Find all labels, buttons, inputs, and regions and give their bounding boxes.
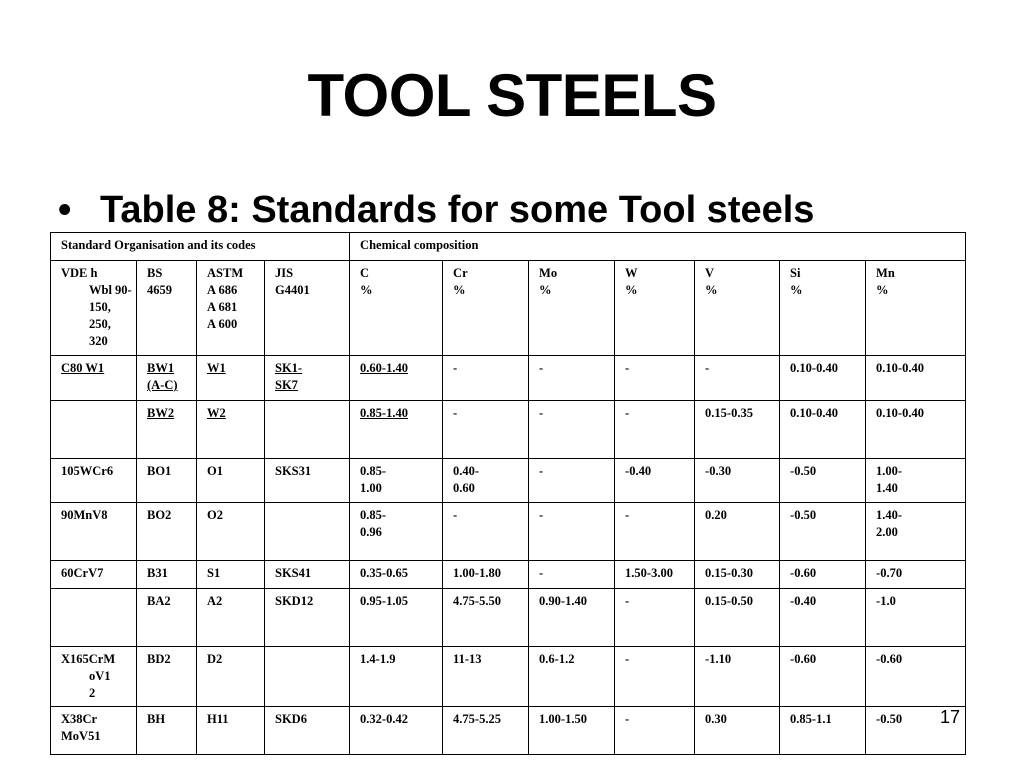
cell-si	[780, 589, 866, 647]
cell-line: 2	[89, 686, 96, 700]
cell-line: -	[625, 508, 630, 522]
column-header-vde	[51, 261, 137, 356]
cell-line: VDE h	[61, 266, 98, 280]
cell-line: -	[453, 361, 458, 375]
cell-w	[615, 459, 695, 503]
tool-steel-standards-table	[50, 232, 966, 755]
bullet-icon: •	[58, 189, 72, 231]
cell-line: -	[625, 406, 630, 420]
cell-line: %	[790, 283, 803, 297]
cell-line: BS	[147, 266, 163, 280]
cell-line: 0.15-0.50	[705, 594, 753, 608]
cell-line: -1.0	[876, 594, 896, 608]
cell-w	[615, 561, 695, 589]
cell-bs	[137, 356, 197, 401]
cell-line: 0.60-1.40	[360, 361, 408, 375]
cell-v	[695, 503, 780, 561]
cell-cr	[443, 561, 529, 589]
cell-line: -0.60	[876, 652, 903, 666]
cell-line: 11-13	[453, 652, 482, 666]
column-header-jis	[265, 261, 350, 356]
cell-line: -	[539, 406, 544, 420]
cell-line: V	[705, 266, 715, 280]
cell-line: A2	[207, 594, 223, 608]
cell-line: B31	[147, 566, 168, 580]
cell-jis	[265, 356, 350, 401]
cell-line: %	[705, 283, 718, 297]
cell-w	[615, 356, 695, 401]
cell-jis	[265, 459, 350, 503]
cell-bs	[137, 589, 197, 647]
cell-line: -0.40	[790, 594, 817, 608]
bullet-text: Table 8: Standards for some Tool steels	[100, 189, 815, 231]
cell-bs	[137, 459, 197, 503]
cell-si	[780, 459, 866, 503]
cell-line: -	[625, 652, 630, 666]
cell-c	[350, 589, 443, 647]
cell-cr	[443, 647, 529, 707]
cell-mo	[529, 356, 615, 401]
cell-line: %	[876, 283, 889, 297]
cell-v	[695, 561, 780, 589]
cell-mn	[866, 503, 966, 561]
cell-line: -	[625, 594, 630, 608]
cell-line: X165CrM	[61, 652, 116, 666]
cell-c	[350, 707, 443, 755]
column-header-v	[695, 261, 780, 356]
cell-line: W	[625, 266, 638, 280]
cell-mn	[866, 561, 966, 589]
cell-c	[350, 561, 443, 589]
cell-mn	[866, 589, 966, 647]
cell-si	[780, 356, 866, 401]
cell-line: 1.40-	[876, 508, 903, 522]
slide-title: TOOL STEELS	[307, 62, 717, 129]
cell-vde	[51, 707, 137, 755]
cell-line: Cr	[453, 266, 468, 280]
cell-line: %	[625, 283, 638, 297]
cell-line: 0.85-	[360, 464, 387, 478]
cell-line: Si	[790, 266, 801, 280]
cell-line: SK1-	[275, 361, 303, 375]
cell-line: -0.70	[876, 566, 903, 580]
cell-line: -	[539, 464, 544, 478]
cell-si	[780, 401, 866, 459]
cell-w	[615, 707, 695, 755]
cell-line: (A-C)	[147, 378, 178, 392]
cell-astm	[197, 459, 265, 503]
cell-bs	[137, 707, 197, 755]
cell-line: 105WCr6	[61, 464, 114, 478]
cell-cr	[443, 589, 529, 647]
column-header-row	[51, 261, 966, 356]
cell-jis	[265, 503, 350, 561]
cell-line: -	[453, 508, 458, 522]
cell-line: 0.10-0.40	[790, 406, 838, 420]
cell-line: D2	[207, 652, 223, 666]
cell-cr	[443, 356, 529, 401]
cell-line: 1.00-1.80	[453, 566, 501, 580]
cell-line: JIS	[275, 266, 294, 280]
cell-line: G4401	[275, 283, 310, 297]
cell-line: -0.50	[790, 464, 817, 478]
cell-line: 4.75-5.25	[453, 712, 501, 726]
table-row	[51, 589, 966, 647]
cell-line: O1	[207, 464, 223, 478]
cell-line: 0.85-1.1	[790, 712, 832, 726]
cell-line: Mo	[539, 266, 558, 280]
cell-c	[350, 356, 443, 401]
cell-c	[350, 503, 443, 561]
column-header-astm	[197, 261, 265, 356]
cell-line: %	[453, 283, 466, 297]
cell-vde	[51, 503, 137, 561]
column-header-c	[350, 261, 443, 356]
cell-line: Wbl 90-	[89, 283, 132, 297]
cell-line: -	[625, 361, 630, 375]
cell-line: X38Cr	[61, 712, 98, 726]
table-row	[51, 561, 966, 589]
cell-jis	[265, 401, 350, 459]
cell-line: -0.30	[705, 464, 732, 478]
cell-line: 0.95-1.05	[360, 594, 408, 608]
cell-line: 0.85-1.40	[360, 406, 408, 420]
cell-mn	[866, 647, 966, 707]
cell-v	[695, 707, 780, 755]
cell-vde	[51, 401, 137, 459]
cell-mo	[529, 503, 615, 561]
cell-vde	[51, 459, 137, 503]
cell-line: 320	[89, 334, 108, 348]
cell-line: %	[539, 283, 552, 297]
column-header-mn	[866, 261, 966, 356]
cell-cr	[443, 459, 529, 503]
cell-astm	[197, 356, 265, 401]
column-header-w	[615, 261, 695, 356]
cell-w	[615, 503, 695, 561]
cell-line: O2	[207, 508, 223, 522]
cell-line: 150,	[89, 300, 111, 314]
cell-line: -0.60	[790, 566, 817, 580]
cell-line: C	[360, 266, 370, 280]
cell-bs	[137, 561, 197, 589]
cell-jis	[265, 647, 350, 707]
cell-line: BH	[147, 712, 166, 726]
cell-vde	[51, 647, 137, 707]
cell-line: SKD12	[275, 594, 314, 608]
cell-si	[780, 503, 866, 561]
cell-line: 0.15-0.30	[705, 566, 753, 580]
cell-v	[695, 589, 780, 647]
cell-c	[350, 459, 443, 503]
cell-line: 0.60	[453, 481, 475, 495]
cell-mo	[529, 647, 615, 707]
cell-line: -0.60	[790, 652, 817, 666]
cell-c	[350, 401, 443, 459]
cell-line: 1.4-1.9	[360, 652, 396, 666]
cell-v	[695, 401, 780, 459]
cell-line: -0.40	[625, 464, 652, 478]
cell-line: 0.10-0.40	[876, 361, 924, 375]
cell-line: ASTM	[207, 266, 244, 280]
cell-line: 4659	[147, 283, 172, 297]
cell-line: W2	[207, 406, 226, 420]
cell-vde	[51, 589, 137, 647]
cell-line: SKS31	[275, 464, 312, 478]
table-row	[51, 401, 966, 459]
cell-line: H11	[207, 712, 229, 726]
cell-line: BA2	[147, 594, 171, 608]
cell-line: 2.00	[876, 525, 898, 539]
cell-line: 0.6-1.2	[539, 652, 575, 666]
cell-line: -0.50	[876, 712, 903, 726]
cell-line: 0.85-	[360, 508, 387, 522]
cell-astm	[197, 707, 265, 755]
cell-v	[695, 459, 780, 503]
cell-line: BD2	[147, 652, 171, 666]
cell-line: 4.75-5.50	[453, 594, 501, 608]
cell-line: SK7	[275, 378, 298, 392]
cell-line: BW1	[147, 361, 175, 375]
cell-v	[695, 647, 780, 707]
cell-line: 0.32-0.42	[360, 712, 408, 726]
cell-line: oV1	[89, 669, 111, 683]
cell-line: S1	[207, 566, 221, 580]
cell-line: %	[360, 283, 373, 297]
cell-line: 0.40-	[453, 464, 480, 478]
cell-line: 0.20	[705, 508, 727, 522]
group-header-row	[51, 233, 966, 261]
cell-line: BO1	[147, 464, 172, 478]
cell-line: MoV51	[61, 729, 101, 743]
cell-line: 1.00-1.50	[539, 712, 587, 726]
cell-line: SKD6	[275, 712, 307, 726]
standards-group-header: Standard Organisation and its codes	[51, 233, 350, 261]
cell-mo	[529, 561, 615, 589]
cell-line: 60CrV7	[61, 566, 104, 580]
page-number: 17	[940, 707, 961, 727]
cell-w	[615, 647, 695, 707]
cell-line: -1.10	[705, 652, 732, 666]
cell-line: 1.50-3.00	[625, 566, 673, 580]
cell-si	[780, 561, 866, 589]
cell-mn	[866, 401, 966, 459]
cell-astm	[197, 589, 265, 647]
cell-line: 1.00	[360, 481, 382, 495]
cell-line: BO2	[147, 508, 172, 522]
cell-line: A 686	[207, 283, 238, 297]
cell-line: A 600	[207, 317, 238, 331]
cell-mo	[529, 401, 615, 459]
table-row	[51, 356, 966, 401]
cell-bs	[137, 647, 197, 707]
cell-line: 250,	[89, 317, 111, 331]
cell-line: 0.30	[705, 712, 727, 726]
cell-line: W1	[207, 361, 226, 375]
cell-jis	[265, 707, 350, 755]
column-header-bs	[137, 261, 197, 356]
cell-line: 1.40	[876, 481, 898, 495]
cell-line: -	[539, 508, 544, 522]
table-row	[51, 503, 966, 561]
cell-astm	[197, 561, 265, 589]
cell-v	[695, 356, 780, 401]
cell-mo	[529, 707, 615, 755]
cell-vde	[51, 561, 137, 589]
cell-si	[780, 647, 866, 707]
cell-si	[780, 707, 866, 755]
cell-line: SKS41	[275, 566, 312, 580]
cell-mn	[866, 356, 966, 401]
cell-line: BW2	[147, 406, 175, 420]
column-header-si	[780, 261, 866, 356]
cell-bs	[137, 401, 197, 459]
cell-line: -0.50	[790, 508, 817, 522]
cell-line: 0.90-1.40	[539, 594, 587, 608]
cell-line: -	[705, 361, 710, 375]
cell-line: -	[453, 406, 458, 420]
column-header-cr	[443, 261, 529, 356]
cell-line: 0.35-0.65	[360, 566, 408, 580]
cell-line: 1.00-	[876, 464, 903, 478]
cell-cr	[443, 401, 529, 459]
cell-cr	[443, 707, 529, 755]
cell-line: C80 W1	[61, 361, 105, 375]
cell-line: 0.10-0.40	[876, 406, 924, 420]
table-row	[51, 707, 966, 755]
cell-line: 0.15-0.35	[705, 406, 753, 420]
cell-line: 90MnV8	[61, 508, 108, 522]
cell-jis	[265, 561, 350, 589]
column-header-mo	[529, 261, 615, 356]
cell-astm	[197, 647, 265, 707]
table-row	[51, 459, 966, 503]
bullet-item	[58, 186, 814, 234]
cell-line: -	[539, 566, 544, 580]
cell-w	[615, 401, 695, 459]
cell-line: Mn	[876, 266, 895, 280]
cell-c	[350, 647, 443, 707]
composition-group-header: Chemical composition	[350, 233, 966, 261]
cell-astm	[197, 401, 265, 459]
cell-cr	[443, 503, 529, 561]
cell-line: -	[625, 712, 630, 726]
cell-bs	[137, 503, 197, 561]
cell-jis	[265, 589, 350, 647]
cell-mn	[866, 459, 966, 503]
cell-line: 0.96	[360, 525, 382, 539]
cell-astm	[197, 503, 265, 561]
cell-mo	[529, 459, 615, 503]
cell-mo	[529, 589, 615, 647]
cell-line: A 681	[207, 300, 238, 314]
cell-vde	[51, 356, 137, 401]
cell-w	[615, 589, 695, 647]
cell-line: 0.10-0.40	[790, 361, 838, 375]
table-row	[51, 647, 966, 707]
cell-line: -	[539, 361, 544, 375]
